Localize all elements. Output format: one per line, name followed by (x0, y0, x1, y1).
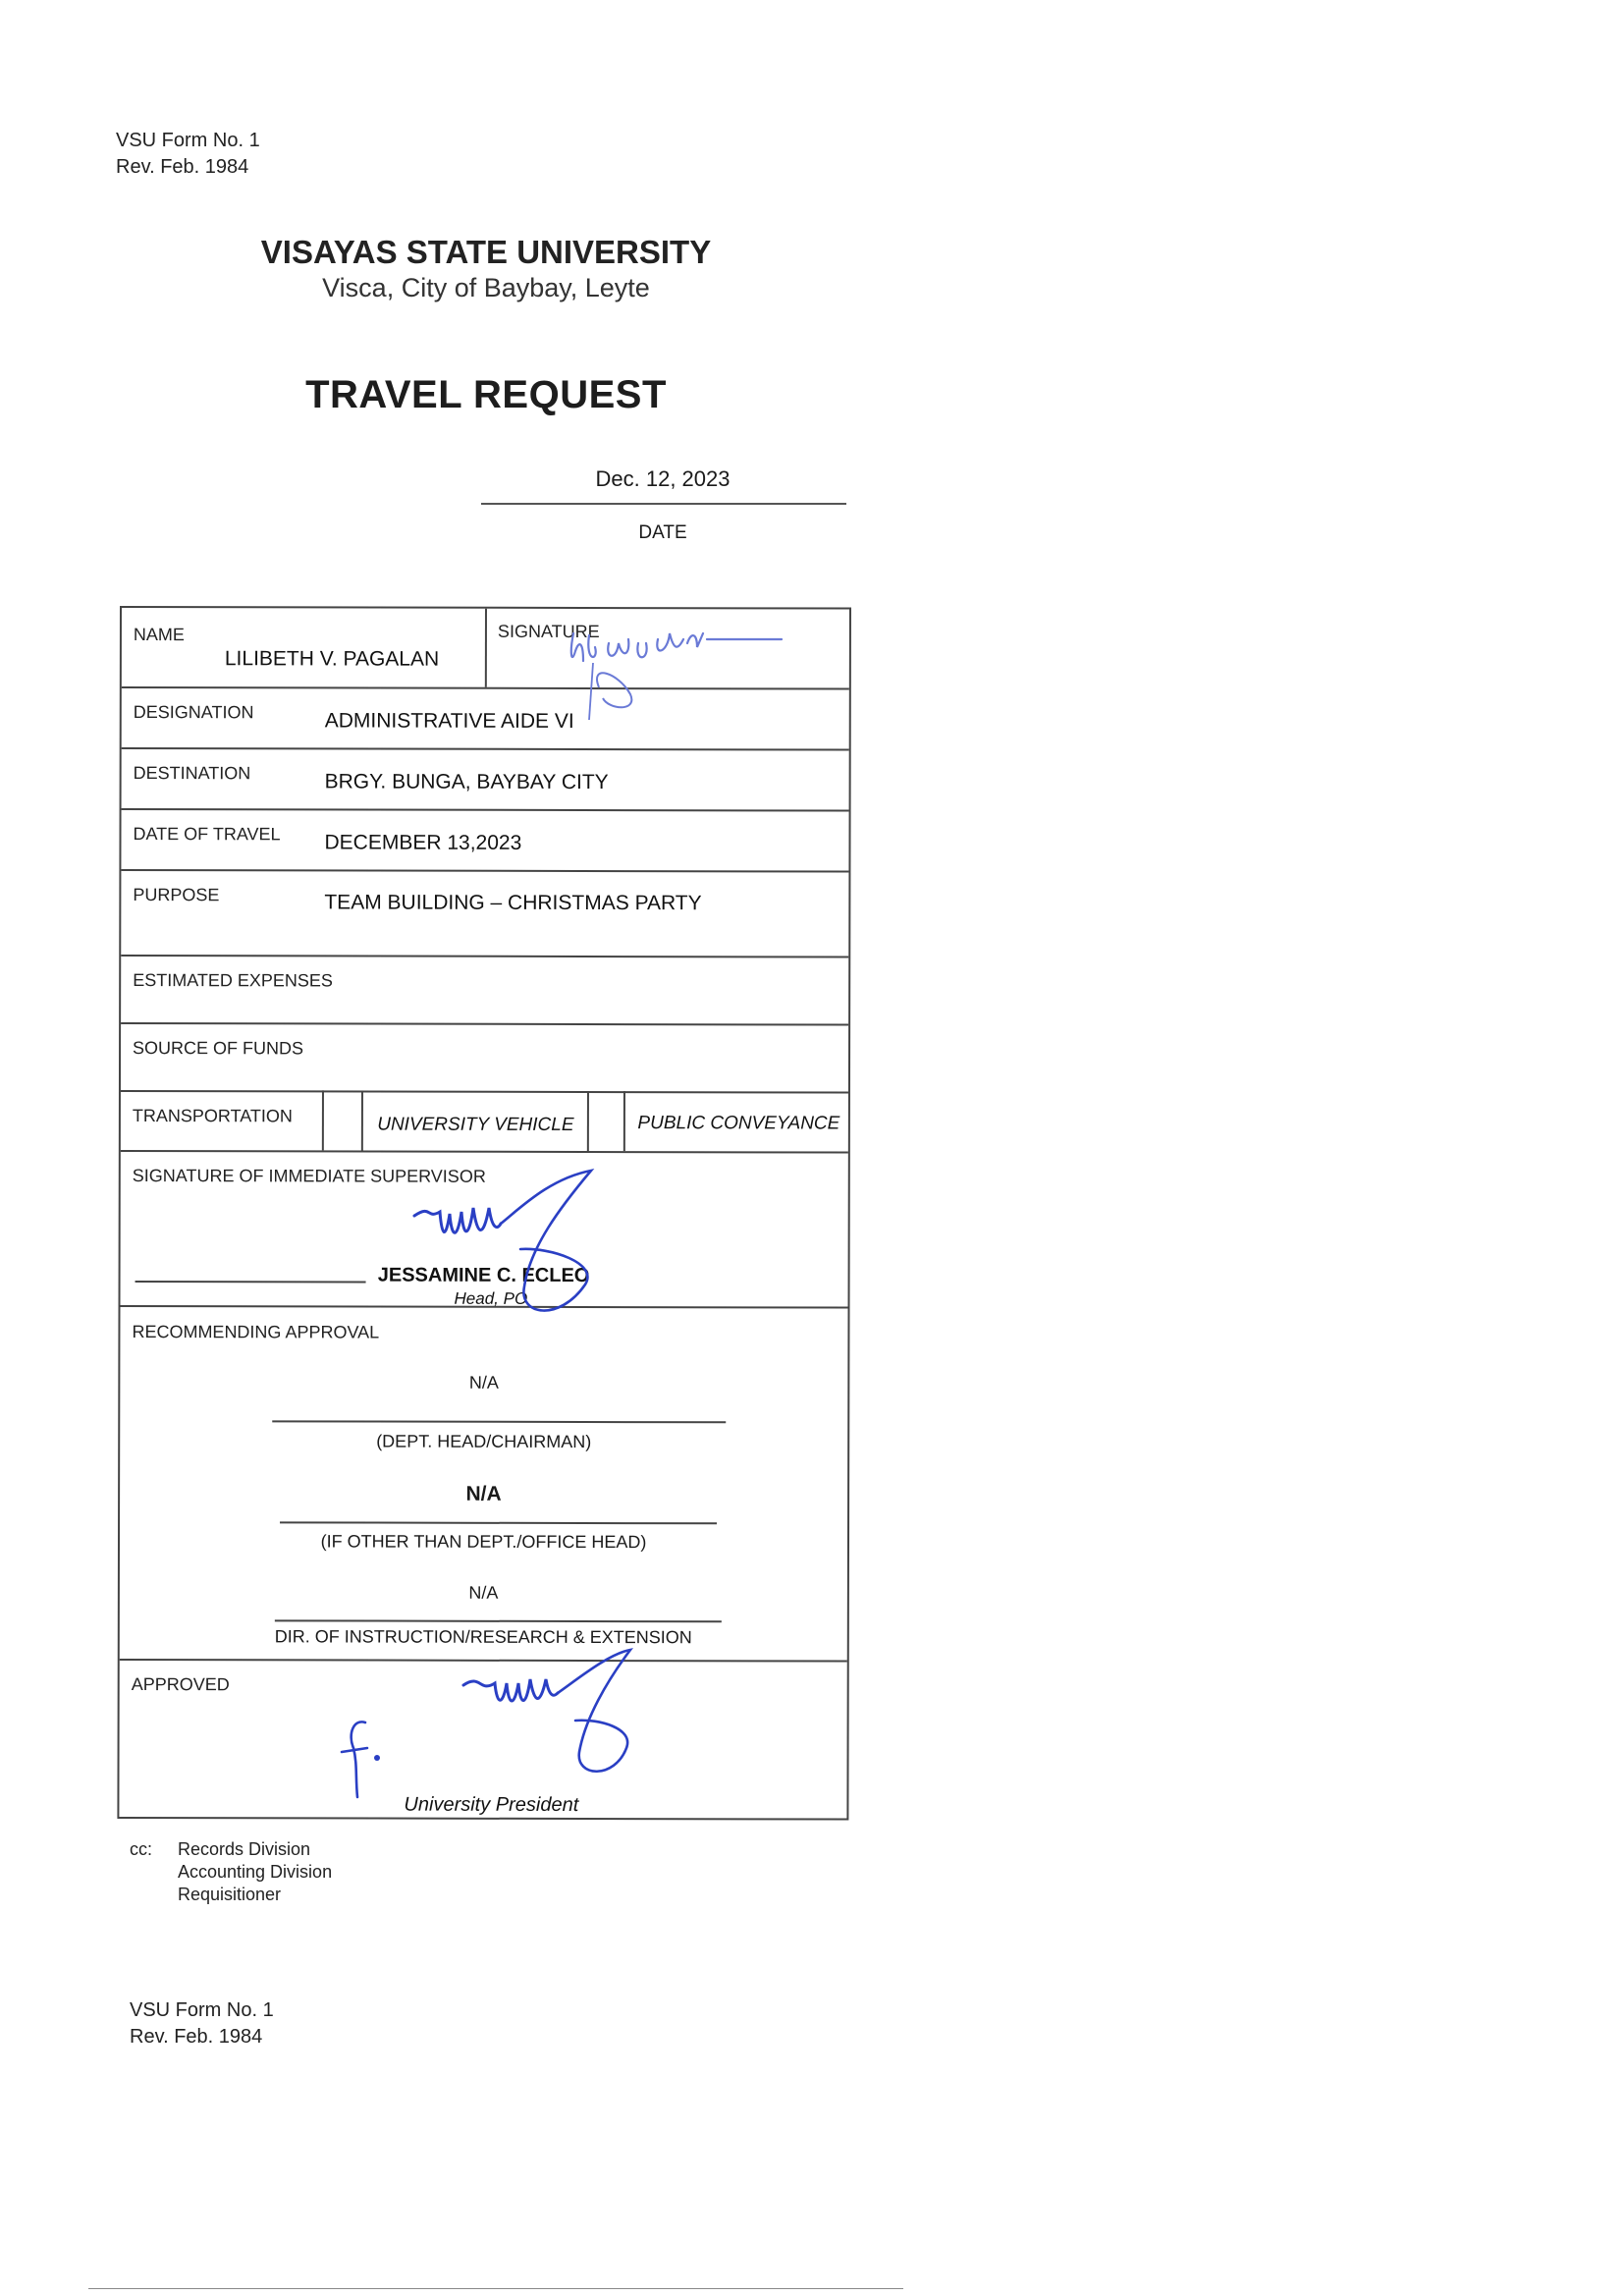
footer-form-reference (130, 1997, 274, 2050)
footer-form-revision: Rev. Feb. 1984 (130, 2026, 263, 2048)
requester-signature (560, 604, 795, 722)
office-head-line (280, 1521, 717, 1524)
university-vehicle-option: UNIVERSITY VEHICLE (377, 1114, 574, 1135)
purpose-value: TEAM BUILDING – CHRISTMAS PARTY (324, 891, 702, 915)
designation-label: DESIGNATION (133, 702, 254, 723)
office-head-caption: (IF OTHER THAN DEPT./OFFICE HEAD) (320, 1531, 647, 1553)
footer-form-number: VSU Form No. 1 (130, 1999, 274, 2021)
recommending-value-3: N/A (468, 1582, 499, 1603)
public-conveyance-option: PUBLIC CONVEYANCE (637, 1113, 840, 1134)
page-edge-line (88, 2288, 903, 2289)
form-revision: Rev. Feb. 1984 (116, 156, 249, 178)
estimated-expenses-label: ESTIMATED EXPENSES (133, 970, 333, 991)
row-divider (122, 808, 849, 812)
recommending-value-1: N/A (468, 1372, 499, 1393)
row-divider (121, 869, 848, 873)
date-of-travel-label: DATE OF TRAVEL (133, 824, 281, 845)
signature-label: SIGNATURE (497, 621, 600, 642)
supervisor-label: SIGNATURE OF IMMEDIATE SUPERVISOR (132, 1166, 486, 1186)
director-line (275, 1619, 722, 1622)
row-divider (121, 1150, 848, 1154)
name-value: LILIBETH V. PAGALAN (224, 647, 440, 671)
date-line (481, 503, 846, 505)
row-divider (121, 955, 848, 958)
university-name: VISAYAS STATE UNIVERSITY (260, 234, 712, 270)
form-number: VSU Form No. 1 (116, 130, 260, 151)
dept-head-caption: (DEPT. HEAD/CHAIRMAN) (376, 1431, 592, 1452)
col-divider (485, 609, 487, 687)
recommending-approval-label: RECOMMENDING APPROVAL (132, 1322, 380, 1342)
date-label: DATE (638, 522, 687, 543)
cc-item: Requisitioner (178, 1885, 282, 1904)
date-value: Dec. 12, 2023 (595, 466, 731, 491)
public-conveyance-checkbox[interactable] (589, 1093, 623, 1150)
president-title: University President (404, 1793, 579, 1816)
supervisor-name: JESSAMINE C. ECLEO (377, 1264, 590, 1287)
supervisor-title: Head, PO (454, 1288, 528, 1308)
source-of-funds-label: SOURCE OF FUNDS (133, 1038, 304, 1059)
recommending-value-2: N/A (465, 1482, 502, 1505)
cc-list (178, 1838, 332, 1906)
destination-value: BRGY. BUNGA, BAYBAY CITY (324, 770, 609, 794)
row-divider (122, 747, 849, 751)
purpose-label: PURPOSE (133, 885, 220, 905)
supervisor-signature (403, 1169, 628, 1336)
approved-label: APPROVED (131, 1674, 230, 1695)
director-caption: DIR. OF INSTRUCTION/RESEARCH & EXTENSION (274, 1626, 692, 1648)
name-label: NAME (133, 625, 185, 645)
form-reference (116, 128, 260, 181)
date-of-travel-value: DECEMBER 13,2023 (324, 831, 522, 854)
designation-value: ADMINISTRATIVE AIDE VI (324, 709, 574, 733)
row-divider (121, 1090, 848, 1094)
supervisor-signature-line (135, 1281, 366, 1283)
university-vehicle-checkbox[interactable] (324, 1092, 361, 1149)
col-divider (361, 1091, 363, 1151)
row-divider (121, 1022, 848, 1026)
destination-label: DESTINATION (133, 763, 251, 784)
cc-item: Accounting Division (178, 1862, 333, 1882)
transportation-label: TRANSPORTATION (132, 1106, 293, 1126)
president-signature (334, 1650, 648, 1817)
dept-head-line (272, 1420, 726, 1423)
document-title: TRAVEL REQUEST (305, 373, 667, 416)
university-address: Visca, City of Baybay, Leyte (322, 273, 650, 302)
cc-item: Records Division (178, 1839, 311, 1859)
cc-label: cc: (130, 1839, 153, 1859)
